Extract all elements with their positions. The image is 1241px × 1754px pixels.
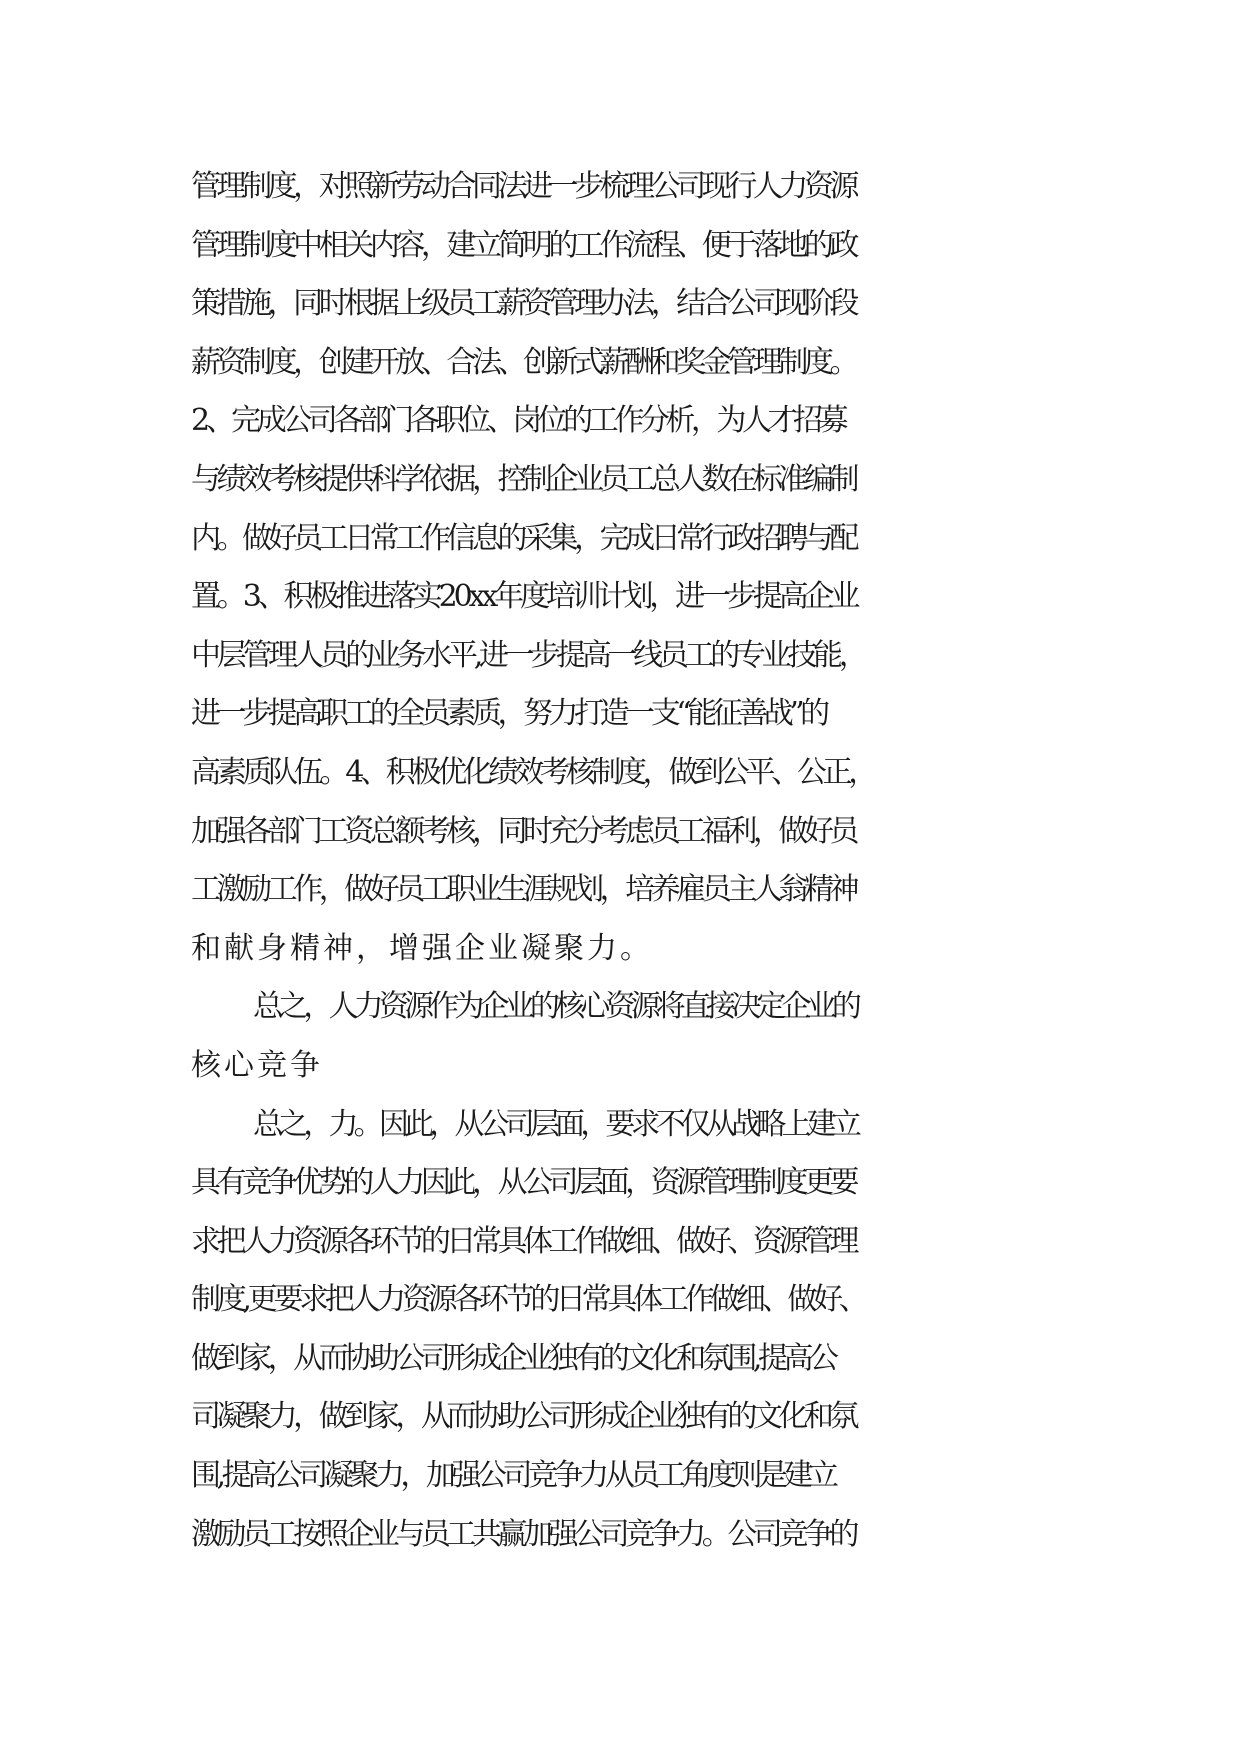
text-line-6: 与绩效考核提供科学依据，控制企业员工总人数在标准编制 xyxy=(191,461,856,497)
text-line-15: 总之，人力资源作为企业的核心资源将直接决定企业的 xyxy=(253,989,858,1025)
document-body xyxy=(191,158,1061,1564)
text-line-7: 内。做好员工日常工作信息的采集，完成日常行政招聘与配 xyxy=(191,520,856,556)
text-line-4: 薪资制度，创建开放、合法、创新式薪酬和奖金管理制度。 xyxy=(191,344,856,380)
text-line-19: 求把人力资源各环节的日常具体工作做细、做好、资源管理 xyxy=(191,1223,856,1259)
text-line-18: 具有竞争优势的人力因此，从公司层面，资源管理制度更要 xyxy=(191,1165,856,1201)
text-line-5: 2、完成公司各部门各职位、岗位的工作分析，为人才招募 xyxy=(191,403,845,439)
text-line-9: 中层管理人员的业务水平,进一步提高一线员工的专业技能， xyxy=(191,637,865,673)
text-line-11: 高素质队伍。4、积极优化绩效考核制度，做到公平、公正， xyxy=(191,754,874,790)
text-line-17: 总之，力。因此，从公司层面，要求不仅从战略上建立 xyxy=(253,1106,858,1142)
text-line-2: 管理制度中相关内容，建立简明的工作流程、便于落地的政 xyxy=(191,227,856,263)
text-line-10: 进一步提高职工的全员素质，努力打造一支“能征善战”的 xyxy=(191,696,826,732)
text-line-20: 制度,更要求把人力资源各环节的日常具体工作做细、做好、 xyxy=(191,1282,865,1318)
text-line-22: 司凝聚力，做到家，从而协助公司形成企业独有的文化和氛 xyxy=(191,1399,856,1435)
text-line-21: 做到家，从而协助公司形成企业独有的文化和氛围,提高公 xyxy=(191,1340,835,1376)
text-line-1: 管理制度，对照新劳动合同法进一步梳理公司现行人力资源 xyxy=(191,169,856,204)
text-line-23: 围,提高公司凝聚力，加强公司竞争力从员工角度则是建立 xyxy=(191,1458,835,1494)
text-line-16: 核心竞争 xyxy=(191,1047,323,1083)
text-line-14: 和献身精神，增强企业凝聚力。 xyxy=(191,930,653,966)
text-line-12: 加强各部门工资总额考核，同时充分考虑员工福利，做好员 xyxy=(191,813,856,849)
text-line-3: 策措施，同时根据上级员工薪资管理办法，结合公司现阶段 xyxy=(191,286,856,322)
text-line-24: 激励员工按照企业与员工共赢加强公司竞争力。公司竞争的 xyxy=(191,1516,856,1552)
text-line-8: 置。3、积极推进落实20xx年度培训计划，进一步提高企业 xyxy=(191,579,857,615)
text-line-13: 工激励工作，做好员工职业生涯规划，培养雇员主人翁精神 xyxy=(191,872,856,908)
